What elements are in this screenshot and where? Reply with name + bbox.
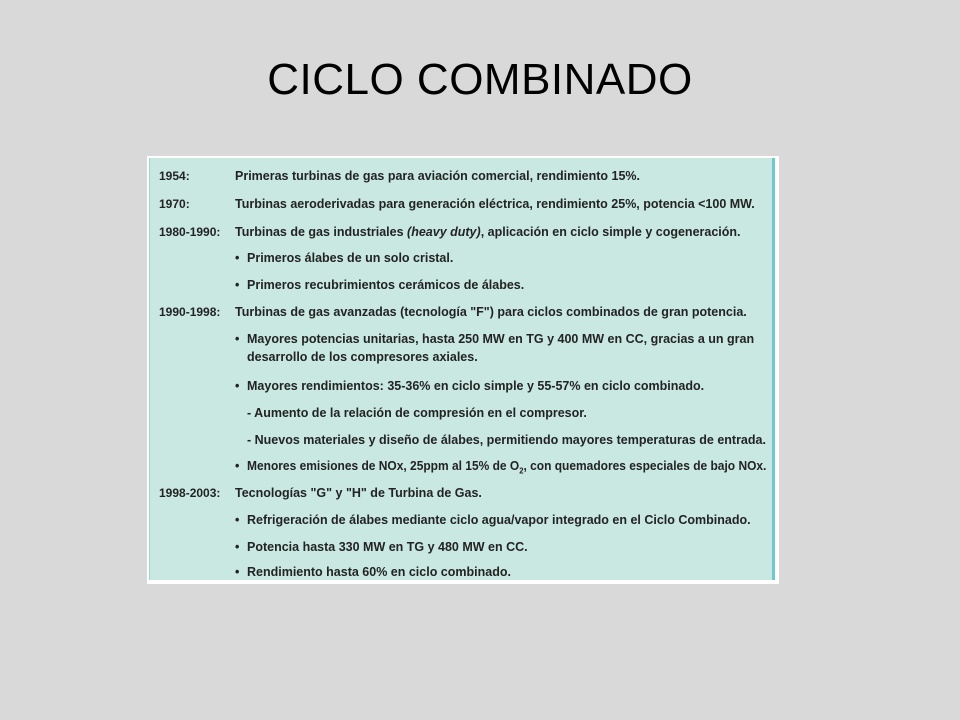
entry-year: 1990-1998: (159, 305, 221, 319)
subscript: 2 (519, 466, 524, 476)
entry-text: Tecnologías "G" y "H" de Turbina de Gas. (235, 486, 482, 500)
bullet-icon: • (235, 332, 240, 346)
bullet-icon: • (235, 565, 240, 579)
bullet-text: Rendimiento hasta 60% en ciclo combinado. (247, 565, 511, 579)
bullet-text: Primeros recubrimientos cerámicos de álabes. (247, 278, 525, 292)
bullet-icon: • (235, 513, 240, 527)
dash-text: - Aumento de la relación de compresión en el compresor. (247, 406, 587, 420)
bullet-continuation-text: desarrollo de los compresores axiales. (247, 350, 478, 364)
bullet-icon: • (235, 251, 240, 265)
entry-text: Turbinas de gas avanzadas (tecnología "F") para ciclos combinados de gran potencia. (235, 305, 747, 319)
entry-text-italic: (heavy duty) (407, 225, 481, 239)
bullet-text-part: Menores emisiones de NOx, 25ppm al 15% de O (247, 459, 520, 473)
entry-text-part: Turbinas de gas industriales (235, 225, 408, 239)
bullet-icon: • (235, 278, 240, 292)
bullet-icon: • (235, 540, 240, 554)
timeline-panel (149, 158, 775, 580)
entry-text-part: , aplicación en ciclo simple y cogeneración. (480, 225, 741, 239)
entry-year: 1954: (159, 169, 190, 183)
timeline-table-image (147, 156, 779, 584)
entry-text (235, 222, 741, 242)
bullet-text-part: , con quemadores especiales de bajo NOx. (523, 459, 767, 473)
entry-year: 1998-2003: (159, 486, 221, 500)
bullet-icon: • (235, 379, 240, 393)
bullet-text: Mayores rendimientos: 35-36% en ciclo simple y 55-57% en ciclo combinado. (247, 379, 705, 393)
slide-title: CICLO COMBINADO (267, 55, 693, 104)
entry-text: Primeras turbinas de gas para aviación comercial, rendimiento 15%. (235, 169, 641, 183)
bullet-text (247, 456, 766, 476)
bullet-text: Potencia hasta 330 MW en TG y 480 MW en CC. (247, 540, 528, 554)
bullet-text: Primeros álabes de un solo cristal. (247, 251, 454, 265)
entry-year: 1980-1990: (159, 225, 221, 239)
dash-text: - Nuevos materiales y diseño de álabes, permitiendo mayores temperaturas de entrada. (247, 433, 766, 447)
bullet-icon: • (235, 459, 240, 473)
bullet-text: Mayores potencias unitarias, hasta 250 MW en TG y 400 MW en CC, gracias a un gran (247, 332, 755, 346)
entry-text: Turbinas aeroderivadas para generación eléctrica, rendimiento 25%, potencia <100 MW. (235, 197, 755, 211)
entry-year: 1970: (159, 197, 190, 211)
bullet-text: Refrigeración de álabes mediante ciclo agua/vapor integrado en el Ciclo Combinado. (247, 513, 751, 527)
